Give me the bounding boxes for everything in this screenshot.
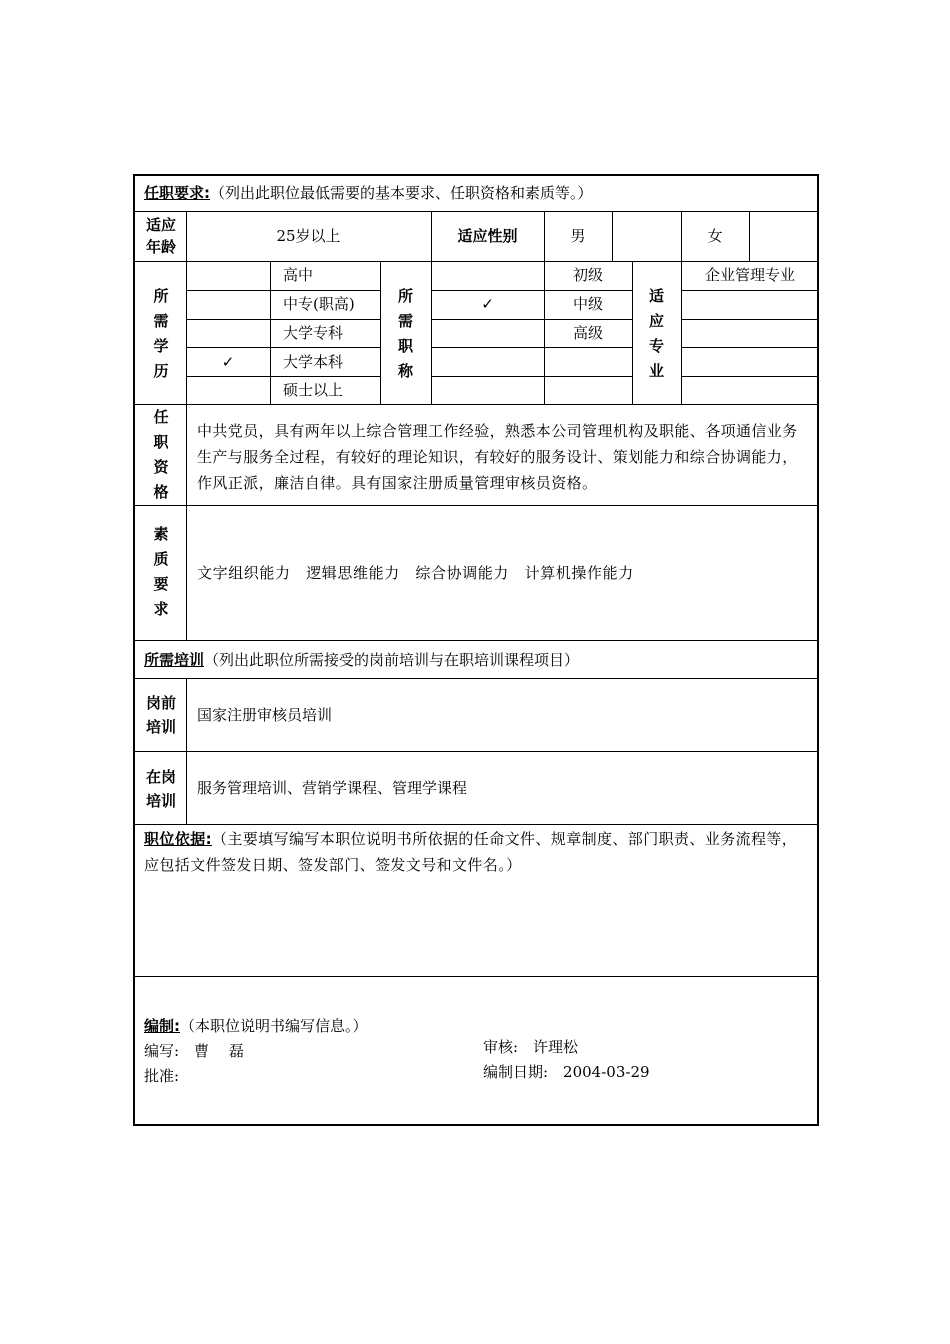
rule-line [431,290,632,291]
gender-male-option: 男 [570,227,586,245]
education-check-mark: ✓ [221,353,235,371]
qualification-label-text: 任职资格 [153,408,169,501]
age-value: 25岁以上 [276,227,341,245]
education-label [140,284,182,384]
rule-line [270,261,271,404]
on-training-label-text: 在岗培训 [145,768,176,810]
pre-training-label [140,691,182,739]
education-level: 中专(职高) [283,295,355,313]
rule-line [612,211,613,261]
education-level: 高中 [283,266,314,284]
rule-line [133,824,819,825]
rule-line [133,751,819,752]
quality-text: 文字组织能力 逻辑思维能力 综合协调能力 计算机操作能力 [197,564,634,582]
approver-field: 批准: [144,1067,180,1085]
pre-training-label-text: 岗前培训 [145,694,176,736]
rule-line [186,290,380,291]
basis-heading: 职位依据: [144,830,212,848]
rule-line [186,404,187,640]
rule-line [133,261,819,262]
major-label-text: 适应专业 [648,287,664,380]
rule-line [632,261,633,404]
training-heading: 所需培训 [144,651,205,669]
rule-line [431,319,632,320]
rule-line [681,290,819,291]
quality-label-text: 素质要求 [153,525,169,618]
education-level: 大学专科 [283,324,344,342]
pre-training-value: 国家注册审核员培训 [197,706,333,724]
title-label [384,284,427,384]
age-label-text: 适应年龄 [145,216,176,256]
rule-line [749,211,750,261]
education-label-text: 所需学历 [153,287,169,380]
rule-line [681,347,819,348]
rule-line [681,319,819,320]
rule-line [431,261,432,404]
rule-line [681,376,819,377]
basis-note: （主要填写编写本职位说明书所依据的任命文件、规章制度、部门职责、业务流程等，应包括文件签发日期、签发部门、签发文号和文件名。） [144,830,798,874]
quality-label [140,522,182,622]
writer-field: 编写: 曹 磊 [144,1042,244,1060]
education-level: 大学本科 [283,353,344,371]
compile-header [144,1016,368,1036]
compile-note: （本职位说明书编写信息。） [180,1017,368,1035]
gender-female-option: 女 [707,227,723,245]
rule-line [133,404,819,405]
rule-line [186,376,380,377]
education-level: 硕士以上 [283,381,344,399]
title-level: 初级 [572,266,603,284]
rule-line [186,319,380,320]
rule-line [431,347,632,348]
basis-block [144,826,810,878]
title-label-text: 所需职称 [397,287,413,380]
rule-line [133,211,819,212]
major-label [635,284,678,384]
gender-label: 适应性别 [457,227,518,245]
on-training-label [140,765,182,813]
age-label [140,214,182,258]
rule-line [380,261,381,404]
requirements-heading: 任职要求: [144,184,210,202]
compile-heading: 编制: [144,1017,180,1035]
qualification-text: 中共党员，具有两年以上综合管理工作经验，熟悉本公司管理机构及职能、各项通信业务生产与服务全过程，有较好的理论知识，有较好的服务设计、策划能力和综合协调能力，作风正派，廉洁自律。具有国家注册质量管理审核员资格。 [197,422,798,492]
rule-line [186,347,380,348]
requirements-note: （列出此职位最低需要的基本要求、任职资格和素质等。） [210,184,593,202]
rule-line [133,678,819,679]
qualification-label [140,405,182,505]
training-note: （列出此职位所需接受的岗前培训与在职培训课程项目） [204,651,580,669]
title-check-mark: ✓ [481,295,494,313]
rule-line [133,640,819,641]
title-level: 中级 [572,295,603,313]
rule-line [133,976,819,977]
on-training-value: 服务管理培训、营销学课程、管理学课程 [197,779,468,797]
requirements-header [144,183,593,203]
rule-line [133,505,819,506]
title-level: 高级 [572,324,603,342]
compile-date-field: 编制日期: 2004-03-29 [483,1063,650,1081]
major-value: 企业管理专业 [704,266,795,284]
training-header [144,650,579,670]
reviewer-field: 审核: 许理松 [483,1038,579,1056]
rule-line [186,678,187,824]
rule-line [431,376,632,377]
